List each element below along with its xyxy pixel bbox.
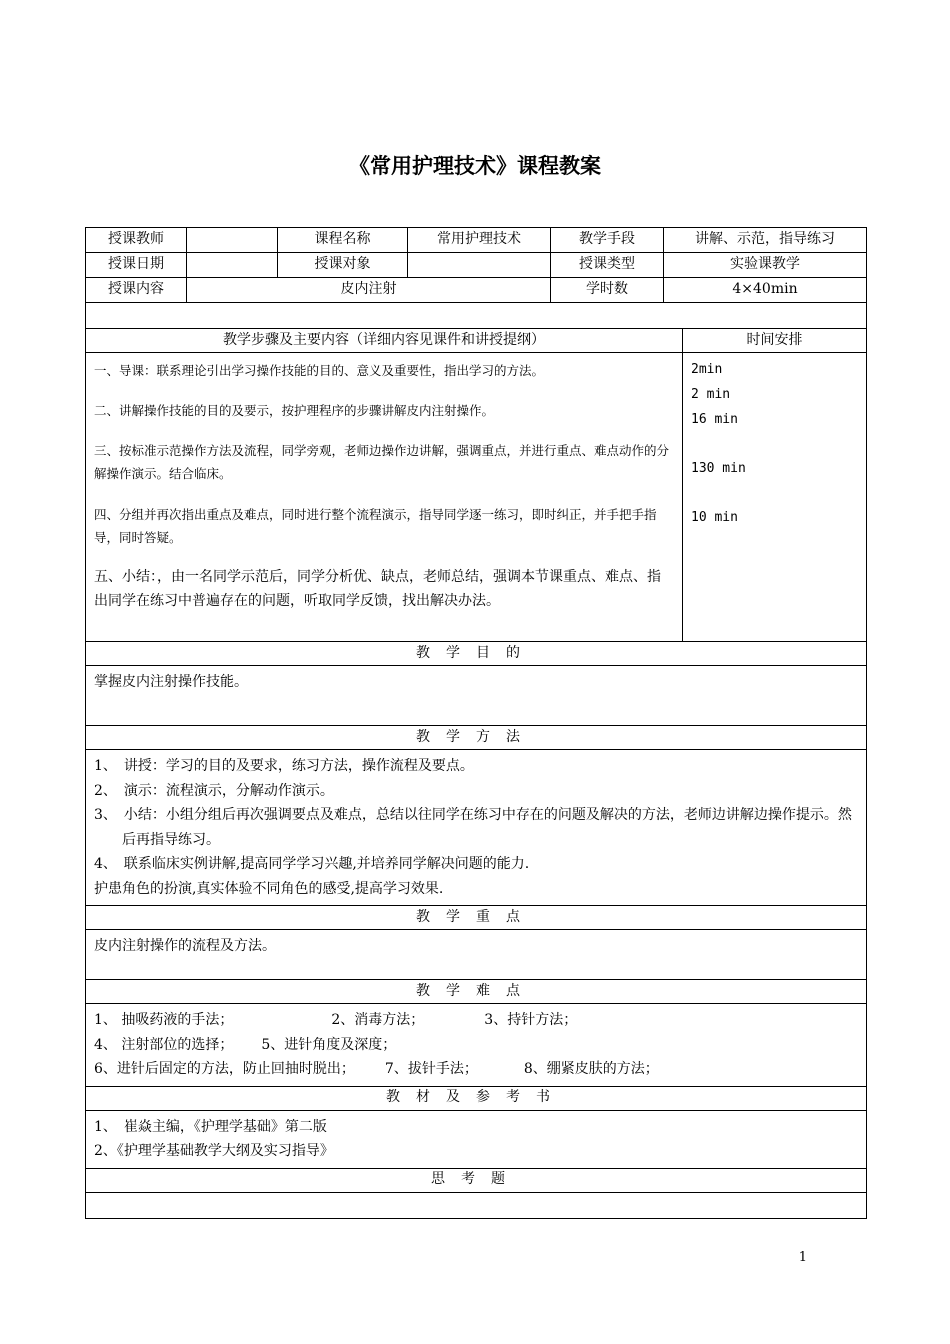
audience-label: 授课对象 (278, 253, 408, 278)
time-item: 130 min (691, 461, 746, 476)
time-item: 2 min (691, 387, 731, 402)
info-row-3 (86, 278, 867, 303)
key-points-header: 教学重点 (86, 906, 867, 930)
date-label: 授课日期 (86, 253, 187, 278)
difficulty-line (94, 1057, 858, 1082)
means-label: 教学手段 (551, 228, 664, 253)
difficulty-item: 7、拔针手法； (384, 1061, 478, 1077)
references-header: 教材及参考书 (86, 1086, 867, 1110)
page-number: 1 (798, 1250, 807, 1265)
reference-item: 1、 崔焱主编，《护理学基础》第二版 (94, 1118, 327, 1135)
reference-item: 2、《护理学基础教学大纲及实习指导》 (94, 1143, 334, 1159)
method-item: 2、 演示：流程演示，分解动作演示。 (94, 782, 334, 799)
difficulties-header-row (86, 980, 867, 1004)
date-value (187, 253, 278, 278)
hours-label: 学时数 (551, 278, 664, 303)
means-value: 讲解、示范，指导练习 (664, 228, 867, 253)
teacher-label: 授课教师 (86, 228, 187, 253)
method-extra: 护患角色的扮演,真实体验不同角色的感受,提高学习效果. (94, 880, 444, 897)
info-row-2 (86, 253, 867, 278)
methods-row (86, 750, 867, 906)
hours-value: 4×40min (664, 278, 867, 303)
time-schedule (683, 353, 867, 642)
page-title: 《常用护理技术》课程教案 (349, 153, 601, 178)
objective-header: 教学目的 (86, 642, 867, 666)
difficulty-item: 2、消毒方法； (331, 1012, 425, 1028)
type-value: 实验课教学 (664, 253, 867, 278)
steps-content (86, 353, 683, 642)
difficulty-item: 8、绷紧皮肤的方法； (523, 1061, 659, 1077)
difficulty-item: 5、进针角度及深度； (261, 1036, 397, 1053)
methods-header-row (86, 726, 867, 750)
content-value: 皮内注射 (187, 278, 551, 303)
difficulty-item: 6、进针后固定的方法，防止回抽时脱出； (94, 1061, 355, 1077)
difficulty-line (94, 1033, 858, 1058)
steps-header: 教学步骤及主要内容（详细内容见课件和讲授提纲） (86, 329, 683, 353)
lesson-plan-table (85, 227, 867, 1219)
step-item: 二、讲解操作技能的目的及要示，按护理程序的步骤讲解皮内注射操作。 (94, 403, 495, 419)
questions-header: 思考题 (86, 1168, 867, 1192)
key-points-header-row (86, 906, 867, 930)
method-item: 3、 小结：小组分组后再次强调要点及难点，总结以往同学在练习中存在的问题及解决的方法，老师边讲解边操作提示。然后再指导练习。 (94, 807, 852, 848)
info-row-1 (86, 228, 867, 253)
objective-row (86, 666, 867, 726)
time-item: 10 min (691, 510, 738, 525)
step-item: 四、分组并再次指出重点及难点，同时进行整个流程演示，指导同学逐一练习，即时纠正，并手把手指导，同时答疑。 (94, 506, 657, 545)
step-item: 一、导课：联系理论引出学习操作技能的目的、意义及重要性，指出学习的方法。 (94, 363, 545, 378)
method-item: 1、 讲授：学习的目的及要求，练习方法，操作流程及要点。 (94, 758, 474, 774)
time-item: 16 min (691, 412, 738, 427)
type-label: 授课类型 (551, 253, 664, 278)
time-header: 时间安排 (683, 329, 867, 353)
questions-header-row (86, 1168, 867, 1192)
audience-value (408, 253, 551, 278)
objective-header-row (86, 642, 867, 666)
time-item: 2min (691, 362, 723, 377)
steps-row (86, 353, 867, 642)
spacer-row (86, 303, 867, 329)
key-points-text: 皮内注射操作的流程及方法。 (86, 930, 867, 980)
objective-text: 掌握皮内注射操作技能。 (86, 666, 867, 726)
content-label: 授课内容 (86, 278, 187, 303)
questions-row (86, 1192, 867, 1218)
key-points-row (86, 930, 867, 980)
difficulty-item: 1、 抽吸药液的手法； (94, 1012, 234, 1028)
difficulties-header: 教学难点 (86, 980, 867, 1004)
method-item: 4、 联系临床实例讲解,提高同学学习兴趣,并培养同学解决问题的能力. (94, 856, 530, 872)
difficulty-item: 4、 注射部位的选择； (94, 1036, 234, 1053)
steps-header-row (86, 329, 867, 353)
references-content (86, 1110, 867, 1168)
methods-header: 教学方法 (86, 726, 867, 750)
questions-text (86, 1192, 867, 1218)
references-row (86, 1110, 867, 1168)
step-item: 五、小结：，由一名同学示范后，同学分析优、缺点，老师总结，强调本节课重点、难点、指出同学在练习中普遍存在的问题，听取同学反馈，找出解决办法。 (94, 568, 661, 609)
difficulties-row (86, 1004, 867, 1087)
methods-content (86, 750, 867, 906)
difficulty-item: 3、持针方法； (484, 1012, 578, 1028)
course-value: 常用护理技术 (408, 228, 551, 253)
references-header-row (86, 1086, 867, 1110)
difficulties-content (86, 1004, 867, 1087)
course-label: 课程名称 (278, 228, 408, 253)
step-item: 三、按标准示范操作方法及流程，同学旁观，老师边操作边讲解，强调重点，并进行重点、难点动作的分解操作演示。结合临床。 (94, 443, 670, 482)
teacher-value (187, 228, 278, 253)
difficulty-line (94, 1008, 858, 1033)
